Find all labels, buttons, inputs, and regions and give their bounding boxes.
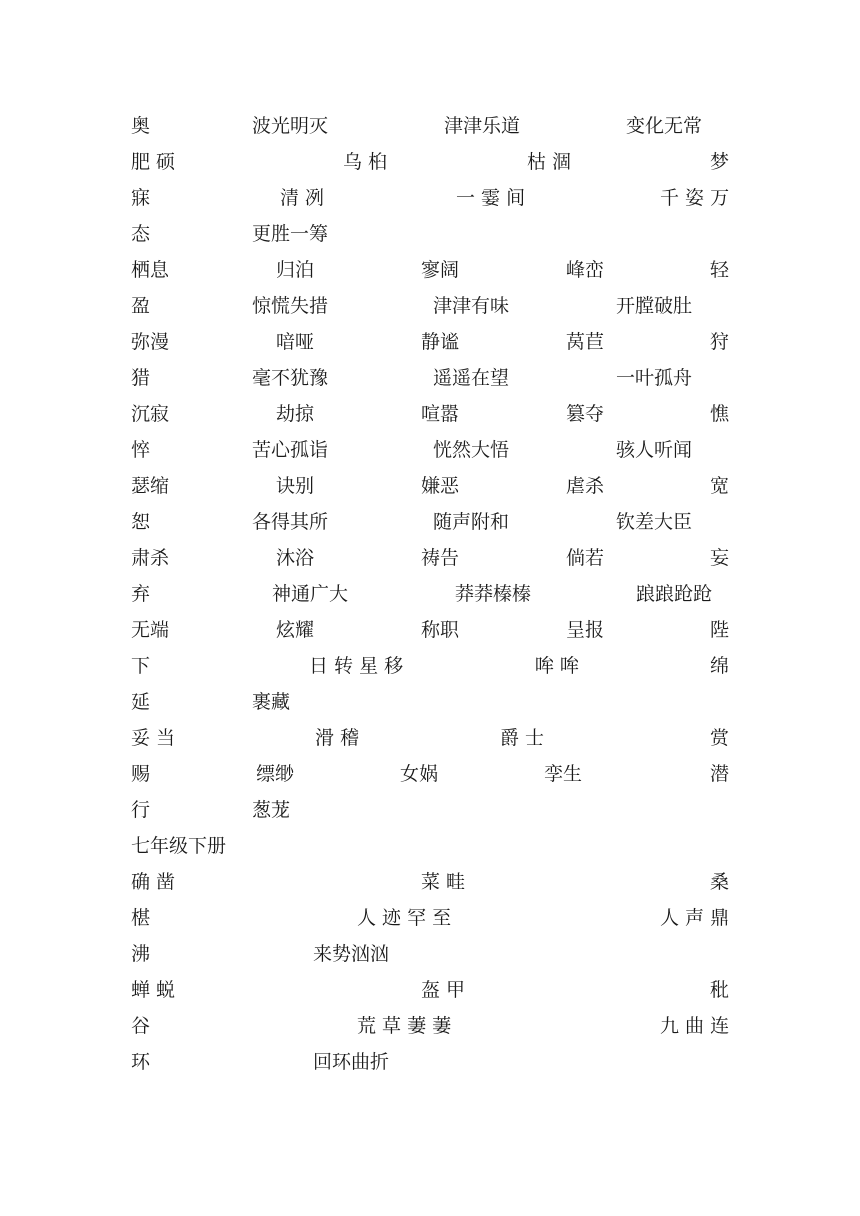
word: 惊慌失措	[252, 295, 329, 317]
word: 沸	[131, 943, 151, 965]
word: 沐浴	[276, 547, 315, 569]
word: 弃	[131, 583, 151, 605]
text-line	[0, 972, 860, 1008]
word: 倘若	[566, 547, 605, 569]
text-line	[0, 180, 860, 216]
word: 葱茏	[252, 799, 291, 821]
word: 瑟缩	[131, 475, 170, 497]
text-line	[0, 612, 860, 648]
word: 一叶孤舟	[616, 367, 693, 389]
word: 喑哑	[276, 331, 315, 353]
text-line	[0, 504, 860, 540]
word: 态	[131, 223, 151, 245]
text-line	[0, 288, 860, 324]
word: 千 姿 万	[660, 187, 730, 209]
word: 虐杀	[566, 475, 605, 497]
word: 沉寂	[131, 403, 170, 425]
text-line	[0, 216, 860, 252]
word: 莽莽榛榛	[455, 583, 532, 605]
text-line	[0, 432, 860, 468]
word: 静谧	[421, 331, 460, 353]
word: 一 霎 间	[456, 187, 526, 209]
text-line	[0, 900, 860, 936]
word: 开膛破肚	[616, 295, 693, 317]
word: 更胜一筹	[252, 223, 329, 245]
word: 缥缈	[256, 763, 295, 785]
text-line	[0, 360, 860, 396]
word: 人 迹 罕 至	[357, 907, 452, 929]
text-line	[0, 576, 860, 612]
word: 秕	[710, 979, 730, 1001]
text-line	[0, 720, 860, 756]
word: 枯 涸	[527, 151, 572, 173]
text-line	[0, 792, 860, 828]
word: 延	[131, 691, 151, 713]
word: 女娲	[400, 763, 439, 785]
text-line	[0, 108, 860, 144]
word: 宽	[710, 475, 730, 497]
word: 孪生	[544, 763, 583, 785]
word: 谷	[131, 1015, 151, 1037]
word: 肥 硕	[131, 151, 176, 173]
text-line	[0, 468, 860, 504]
text-line	[0, 648, 860, 684]
word: 菜 畦	[421, 871, 466, 893]
word: 称职	[421, 619, 460, 641]
word: 蝉 蜕	[131, 979, 176, 1001]
word: 弥漫	[131, 331, 170, 353]
word: 波光明灭	[252, 115, 329, 137]
word: 归泊	[276, 259, 315, 281]
word: 日 转 星 移	[309, 655, 404, 677]
word: 寥阔	[421, 259, 460, 281]
word: 篡夺	[566, 403, 605, 425]
word: 盈	[131, 295, 151, 317]
word: 变化无常	[626, 115, 703, 137]
word: 呈报	[566, 619, 605, 641]
text-line	[0, 936, 860, 972]
word: 峰峦	[566, 259, 605, 281]
word: 毫不犹豫	[252, 367, 329, 389]
text-line	[0, 864, 860, 900]
word: 栖息	[131, 259, 170, 281]
word: 踉踉跄跄	[636, 583, 713, 605]
word: 肃杀	[131, 547, 170, 569]
word: 喧嚣	[421, 403, 460, 425]
word: 憔	[710, 403, 730, 425]
word: 苦心孤诣	[252, 439, 329, 461]
word: 盔 甲	[421, 979, 466, 1001]
word: 荒 草 萋 萋	[357, 1015, 452, 1037]
word: 炫耀	[276, 619, 315, 641]
word: 轻	[710, 259, 730, 281]
word: 环	[131, 1051, 151, 1073]
word: 津津乐道	[444, 115, 521, 137]
text-line	[0, 756, 860, 792]
word: 悴	[131, 439, 151, 461]
text-line	[0, 396, 860, 432]
word: 狩	[710, 331, 730, 353]
word: 裹藏	[252, 691, 291, 713]
word: 奥	[131, 115, 151, 137]
word: 滑 稽	[315, 727, 360, 749]
word: 梦	[710, 151, 730, 173]
text-line	[0, 1044, 860, 1080]
word: 莴苣	[566, 331, 605, 353]
word: 劫掠	[276, 403, 315, 425]
word: 来势汹汹	[313, 943, 390, 965]
word: 妄	[710, 547, 730, 569]
section-heading	[0, 828, 860, 864]
word: 嫌恶	[421, 475, 460, 497]
word: 确 凿	[131, 871, 176, 893]
text-line	[0, 540, 860, 576]
word: 妥 当	[131, 727, 176, 749]
text-line	[0, 324, 860, 360]
word: 人 声 鼎	[660, 907, 730, 929]
word: 哞 哞	[535, 655, 580, 677]
word: 恕	[131, 511, 151, 533]
word: 诀别	[276, 475, 315, 497]
word: 随声附和	[433, 511, 510, 533]
word: 清 冽	[280, 187, 325, 209]
section-title: 七年级下册	[131, 835, 227, 857]
word: 寐	[131, 187, 151, 209]
word: 潜	[710, 763, 730, 785]
word: 各得其所	[252, 511, 329, 533]
word: 赐	[131, 763, 151, 785]
text-line	[0, 252, 860, 288]
word: 神通广大	[272, 583, 349, 605]
word: 乌 桕	[343, 151, 388, 173]
text-line	[0, 144, 860, 180]
word: 骇人听闻	[616, 439, 693, 461]
word: 陛	[710, 619, 730, 641]
word: 下	[131, 655, 151, 677]
word: 津津有味	[433, 295, 510, 317]
word: 祷告	[421, 547, 460, 569]
word: 回环曲折	[313, 1051, 390, 1073]
word: 遥遥在望	[433, 367, 510, 389]
word: 行	[131, 799, 151, 821]
word: 赏	[710, 727, 730, 749]
text-line	[0, 1008, 860, 1044]
word: 九 曲 连	[660, 1015, 730, 1037]
word: 桑	[710, 871, 730, 893]
word: 猎	[131, 367, 151, 389]
word: 椹	[131, 907, 151, 929]
word: 恍然大悟	[433, 439, 510, 461]
text-line	[0, 684, 860, 720]
word: 爵 士	[500, 727, 545, 749]
word: 钦差大臣	[616, 511, 693, 533]
word: 无端	[131, 619, 170, 641]
word: 绵	[710, 655, 730, 677]
